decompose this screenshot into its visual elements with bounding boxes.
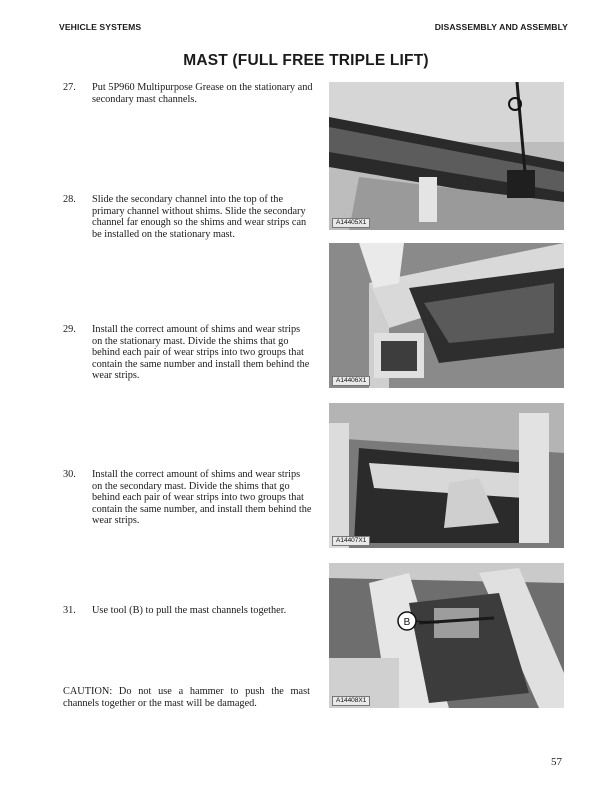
step-31 [63, 605, 313, 617]
step-text: Install the correct amount of shims and wear strips on the secondary mast. Divide the shims that go behind each pair of wear strips into two groups that contain the same number, and install them behind the wear strips. [92, 469, 312, 527]
step-text: Install the correct amount of shims and wear strips on the stationary mast. Divide the shims that go behind each pair of wear strips into two groups that contain the same number and install them behind the wear strips. [92, 324, 310, 382]
section-header: VEHICLE SYSTEMS [59, 22, 142, 32]
photo-secondary-channel-slid [329, 243, 564, 388]
step-number: 27. [63, 82, 76, 93]
caution-note: CAUTION: Do not use a hammer to push the mast channels together or the mast will be damaged. [63, 686, 310, 709]
figure-tag: A14408X1 [332, 696, 370, 706]
step-29 [63, 324, 313, 382]
photo-mast-channels-greased [329, 82, 564, 230]
figure-tag: A14407X1 [332, 536, 370, 546]
chapter-header: DISASSEMBLY AND ASSEMBLY [434, 22, 568, 32]
figure-tag: A14406X1 [332, 376, 370, 386]
step-number: 31. [63, 605, 76, 616]
photo-wear-strips-installed [329, 403, 564, 548]
tool-b-photo-image [329, 563, 564, 708]
photo-tool-b-pulling-channels [329, 563, 564, 708]
page-number: 57 [551, 756, 562, 768]
secondary-channel-photo-image [329, 243, 564, 388]
step-text: Put 5P960 Multipurpose Grease on the stationary and secondary mast channels. [92, 82, 313, 105]
step-number: 30. [63, 469, 76, 480]
page-title: MAST (FULL FREE TRIPLE LIFT) [183, 52, 429, 69]
step-number: 29. [63, 324, 76, 335]
step-30 [63, 469, 313, 527]
step-28 [63, 194, 313, 240]
figure-tag: A14405X1 [332, 218, 370, 228]
step-number: 28. [63, 194, 76, 205]
step-27 [63, 82, 313, 105]
callout-b-label: B [403, 617, 411, 628]
wear-strips-photo-image [329, 403, 564, 548]
step-text: Slide the secondary channel into the top of the primary channel without shims. Slide the secondary channel far enough so the shims and wear strips can be installed on the stationary mast. [92, 194, 307, 240]
step-text: Use tool (B) to pull the mast channels together. [92, 605, 287, 616]
mast-channel-photo-image [329, 82, 564, 230]
